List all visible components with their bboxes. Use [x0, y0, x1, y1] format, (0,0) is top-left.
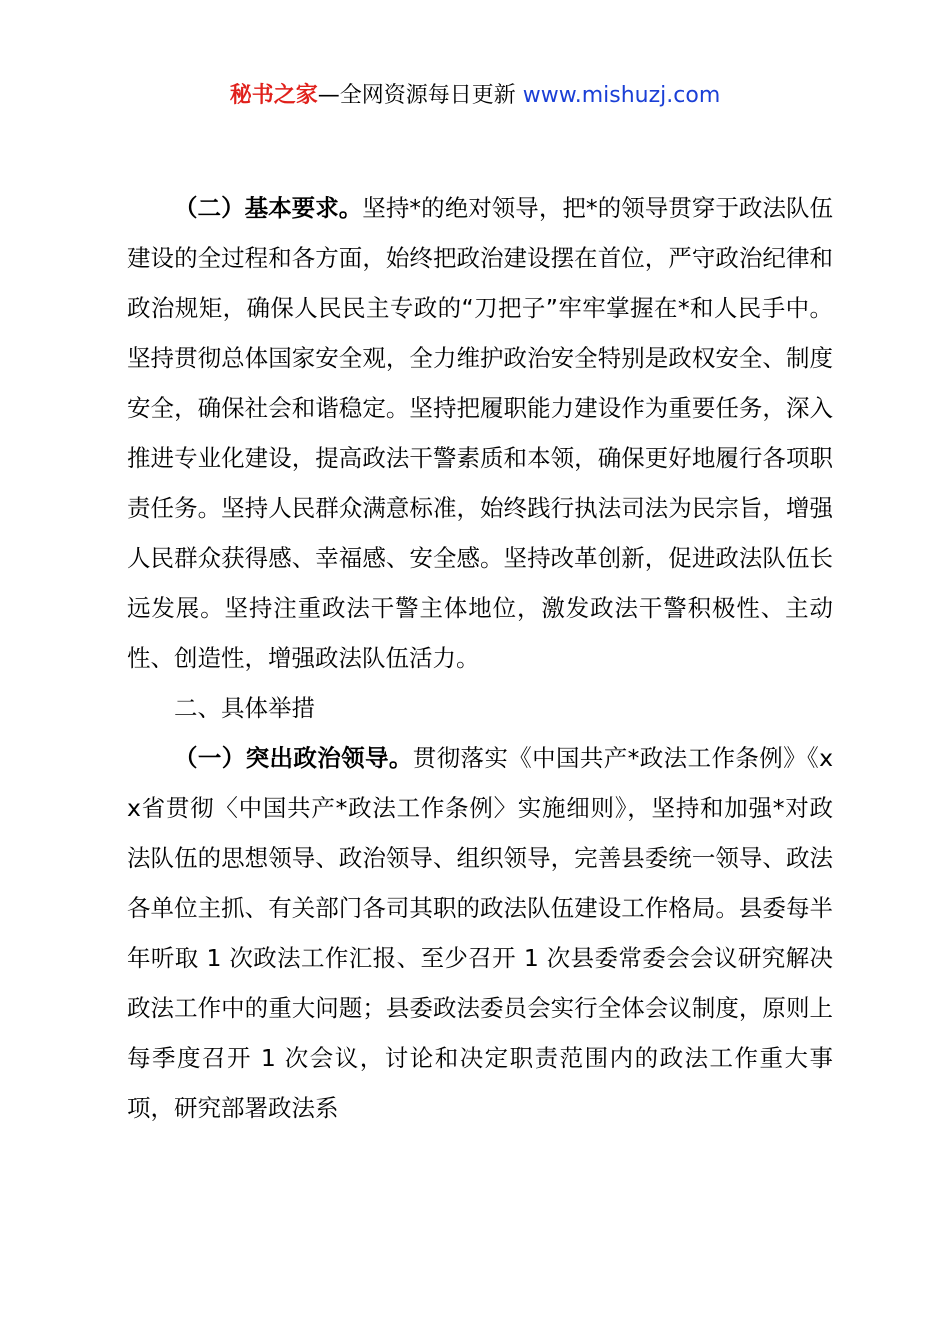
page-header: [0, 80, 950, 112]
paragraph-text: 贯彻落实《中国共产*政法工作条例》《xx省贯彻〈中国共产*政法工作条例〉实施细则》，坚持和加强*对政法队伍的思想领导、政治领导、组织领导，完善县委统一领导、政法各单位主抓、有关部门各司其职的政法队伍建设工作格局。县委每半年听取 1 次政法工作汇报、至少召开 1 次县委常委会会议研究解决政法工作中的重大问题；县委政法委员会实行全体会议制度，原则上每季度召开 1 次会议，讨论和决定职责范围内的政法工作重大事项，研究部署政法系: [127, 744, 833, 1122]
document-body: [127, 183, 833, 1133]
paragraph-lead: （二）基本要求。: [174, 194, 363, 222]
paragraph-lead: （一）突出政治领导。: [174, 744, 413, 772]
header-tagline: —全网资源每日更新: [317, 83, 523, 108]
section-heading: 二、具体举措: [174, 694, 315, 722]
paragraph-basic-requirements: [127, 183, 833, 683]
brand-name: 秘书之家: [229, 83, 318, 108]
site-url-link[interactable]: www.mishuzj.com: [522, 83, 721, 108]
paragraph-text: 坚持*的绝对领导，把*的领导贯穿于政法队伍建设的全过程和各方面，始终把政治建设摆在首位，严守政治纪律和政治规矩，确保人民民主专政的“刀把子”牢牢掌握在*和人民手中。坚持贯彻总体国家安全观，全力维护政治安全特别是政权安全、制度安全，确保社会和谐稳定。坚持把履职能力建设作为重要任务，深入推进专业化建设，提高政法干警素质和本领，确保更好地履行各项职责任务。坚持人民群众满意标准，始终践行执法司法为民宗旨，增强人民群众获得感、幸福感、安全感。坚持改革创新，促进政法队伍长远发展。坚持注重政法干警主体地位，激发政法干警积极性、主动性、创造性，增强政法队伍活力。: [127, 194, 834, 672]
paragraph-political-leadership: [127, 733, 833, 1133]
